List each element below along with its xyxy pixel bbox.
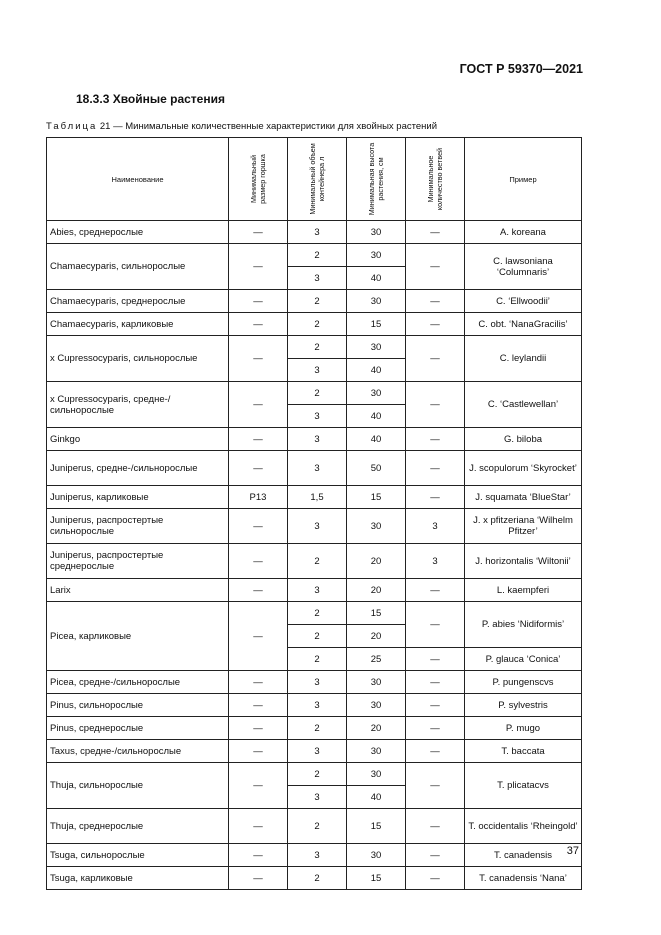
cell-example: P. sylvestris [465, 694, 582, 717]
cell-name: Chamaecyparis, сильнорослые [47, 244, 229, 290]
table-row [47, 290, 582, 313]
cell-volume: 2 [288, 648, 347, 671]
cell-height: 40 [347, 405, 406, 428]
table-row [47, 336, 582, 359]
cell-height: 30 [347, 763, 406, 786]
header-branches-text: Минимальное количество ветвей [426, 147, 444, 211]
cell-height: 40 [347, 267, 406, 290]
cell-name: Thuja, сильнорослые [47, 763, 229, 809]
cell-volume: 3 [288, 671, 347, 694]
cell-height: 30 [347, 740, 406, 763]
table-row [47, 451, 582, 486]
header-pot [229, 138, 288, 221]
table-row [47, 579, 582, 602]
table-row [47, 428, 582, 451]
cell-branches: — [406, 717, 465, 740]
cell-pot: — [229, 428, 288, 451]
table-row [47, 602, 582, 625]
table-row [47, 867, 582, 890]
cell-branches: — [406, 313, 465, 336]
page-number: 37 [566, 845, 579, 857]
cell-pot: — [229, 336, 288, 382]
cell-pot: — [229, 579, 288, 602]
cell-height: 15 [347, 486, 406, 509]
table-row [47, 809, 582, 844]
cell-branches: — [406, 671, 465, 694]
cell-height: 20 [347, 579, 406, 602]
table-row [47, 221, 582, 244]
cell-height: 40 [347, 428, 406, 451]
table-row [47, 763, 582, 786]
cell-pot: — [229, 544, 288, 579]
cell-name: Tsuga, карликовые [47, 867, 229, 890]
cell-volume: 3 [288, 359, 347, 382]
cell-height: 15 [347, 809, 406, 844]
cell-height: 30 [347, 336, 406, 359]
cell-branches: — [406, 602, 465, 648]
cell-example: P. pungenscvs [465, 671, 582, 694]
cell-branches: — [406, 486, 465, 509]
cell-volume: 2 [288, 313, 347, 336]
cell-name: Picea, карликовые [47, 602, 229, 671]
header-volume-text: Минимальный объем контейнера л [308, 143, 326, 215]
header-height-text: Минимальная высота растения, см [367, 142, 385, 216]
cell-example: C. obt. ‘NanaGracilis’ [465, 313, 582, 336]
table-body [47, 221, 582, 890]
cell-example: P. glauca ‘Conica’ [465, 648, 582, 671]
cell-example: G. biloba [465, 428, 582, 451]
cell-height: 40 [347, 786, 406, 809]
cell-name: Thuja, среднерослые [47, 809, 229, 844]
cell-example: P. mugo [465, 717, 582, 740]
cell-name: Juniperus, карликовые [47, 486, 229, 509]
cell-branches: — [406, 579, 465, 602]
cell-name: Juniperus, распростертые среднерослые [47, 544, 229, 579]
table-caption-text: 21 — Минимальные количественные характеристики для хвойных растений [99, 121, 438, 132]
cell-height: 20 [347, 717, 406, 740]
cell-pot: — [229, 290, 288, 313]
cell-volume: 2 [288, 717, 347, 740]
cell-volume: 3 [288, 509, 347, 544]
cell-example: J. horizontalis ‘Wiltonii’ [465, 544, 582, 579]
header-volume [288, 138, 347, 221]
cell-height: 40 [347, 359, 406, 382]
cell-volume: 2 [288, 382, 347, 405]
cell-volume: 3 [288, 267, 347, 290]
table-row [47, 544, 582, 579]
cell-branches: — [406, 694, 465, 717]
cell-volume: 2 [288, 336, 347, 359]
cell-pot: — [229, 844, 288, 867]
cell-height: 20 [347, 625, 406, 648]
section-title: 18.3.3 Хвойные растения [76, 92, 225, 106]
cell-pot: — [229, 221, 288, 244]
cell-volume: 2 [288, 809, 347, 844]
cell-branches: — [406, 867, 465, 890]
cell-volume: 2 [288, 763, 347, 786]
cell-pot: — [229, 509, 288, 544]
cell-pot: — [229, 809, 288, 844]
cell-name: Chamaecyparis, среднерослые [47, 290, 229, 313]
cell-branches: 3 [406, 544, 465, 579]
cell-name: Juniperus, средне-/сильнорослые [47, 451, 229, 486]
cell-pot: P13 [229, 486, 288, 509]
cell-pot: — [229, 763, 288, 809]
cell-example: T. plicatacvs [465, 763, 582, 809]
cell-branches: — [406, 763, 465, 809]
cell-example: T. canadensis ‘Nana’ [465, 867, 582, 890]
cell-volume: 3 [288, 844, 347, 867]
cell-pot: — [229, 671, 288, 694]
cell-example: J. squamata ‘BlueStar’ [465, 486, 582, 509]
cell-height: 30 [347, 694, 406, 717]
cell-height: 20 [347, 544, 406, 579]
cell-branches: — [406, 844, 465, 867]
cell-height: 15 [347, 867, 406, 890]
table-row [47, 717, 582, 740]
cell-height: 25 [347, 648, 406, 671]
table-row [47, 382, 582, 405]
cell-height: 15 [347, 313, 406, 336]
cell-name: Abies, среднерослые [47, 221, 229, 244]
table-row [47, 486, 582, 509]
cell-branches: — [406, 740, 465, 763]
cell-name: Juniperus, распростертые сильнорослые [47, 509, 229, 544]
cell-name: Pinus, среднерослые [47, 717, 229, 740]
cell-height: 30 [347, 221, 406, 244]
cell-volume: 2 [288, 602, 347, 625]
cell-volume: 3 [288, 786, 347, 809]
cell-name: Ginkgo [47, 428, 229, 451]
cell-height: 15 [347, 602, 406, 625]
cell-pot: — [229, 451, 288, 486]
cell-height: 30 [347, 290, 406, 313]
cell-example: L. kaempferi [465, 579, 582, 602]
header-branches [406, 138, 465, 221]
cell-example: C. lawsoniana ‘Columnaris’ [465, 244, 582, 290]
cell-example: C. leylandii [465, 336, 582, 382]
cell-example: C. ‘Castlewellan’ [465, 382, 582, 428]
cell-branches: — [406, 451, 465, 486]
table-header-row [47, 138, 582, 221]
cell-example: T. baccata [465, 740, 582, 763]
header-example: Пример [465, 138, 582, 221]
cell-height: 30 [347, 844, 406, 867]
cell-example: J. x pfitzeriana ‘Wilhelm Pfitzer’ [465, 509, 582, 544]
cell-branches: — [406, 648, 465, 671]
header-pot-text: Минимальный размер горшка [249, 154, 267, 204]
cell-height: 30 [347, 671, 406, 694]
cell-branches: — [406, 809, 465, 844]
cell-pot: — [229, 717, 288, 740]
cell-height: 30 [347, 509, 406, 544]
cell-name: Tsuga, сильнорослые [47, 844, 229, 867]
cell-volume: 2 [288, 544, 347, 579]
cell-name: Taxus, средне-/сильнорослые [47, 740, 229, 763]
cell-name: Chamaecyparis, карликовые [47, 313, 229, 336]
cell-branches: — [406, 244, 465, 290]
table-row [47, 509, 582, 544]
cell-example: A. koreana [465, 221, 582, 244]
cell-height: 30 [347, 382, 406, 405]
cell-volume: 2 [288, 290, 347, 313]
document-code: ГОСТ Р 59370—2021 [459, 62, 583, 76]
cell-volume: 3 [288, 579, 347, 602]
cell-pot: — [229, 382, 288, 428]
cell-volume: 2 [288, 625, 347, 648]
cell-height: 30 [347, 244, 406, 267]
table-row [47, 740, 582, 763]
cell-volume: 3 [288, 405, 347, 428]
table-row [47, 671, 582, 694]
cell-volume: 3 [288, 740, 347, 763]
cell-volume: 2 [288, 867, 347, 890]
cell-example: J. scopulorum ‘Skyrocket’ [465, 451, 582, 486]
cell-example: P. abies ‘Nidiformis’ [465, 602, 582, 648]
conifer-table [46, 137, 582, 890]
cell-name: Larix [47, 579, 229, 602]
cell-example: C. ‘Ellwoodii’ [465, 290, 582, 313]
cell-volume: 1,5 [288, 486, 347, 509]
table-row [47, 313, 582, 336]
header-name: Наименование [47, 138, 229, 221]
table-caption-label: Таблица [46, 121, 98, 132]
cell-branches: — [406, 221, 465, 244]
cell-branches: — [406, 428, 465, 451]
cell-branches: — [406, 382, 465, 428]
cell-branches: 3 [406, 509, 465, 544]
cell-example: T. canadensis [465, 844, 582, 867]
cell-volume: 2 [288, 244, 347, 267]
table-row [47, 844, 582, 867]
table-caption [46, 121, 437, 132]
cell-pot: — [229, 867, 288, 890]
cell-pot: — [229, 694, 288, 717]
table-row [47, 694, 582, 717]
cell-pot: — [229, 740, 288, 763]
cell-name: x Cupressocyparis, средне-/сильнорослые [47, 382, 229, 428]
cell-volume: 3 [288, 451, 347, 486]
cell-pot: — [229, 313, 288, 336]
cell-volume: 3 [288, 694, 347, 717]
cell-pot: — [229, 602, 288, 671]
cell-name: Pinus, сильнорослые [47, 694, 229, 717]
cell-branches: — [406, 290, 465, 313]
cell-pot: — [229, 244, 288, 290]
cell-height: 50 [347, 451, 406, 486]
cell-example: T. occidentalis ‘Rheingold’ [465, 809, 582, 844]
cell-volume: 3 [288, 428, 347, 451]
cell-name: x Cupressocyparis, сильнорослые [47, 336, 229, 382]
table-row [47, 244, 582, 267]
cell-name: Picea, средне-/сильнорослые [47, 671, 229, 694]
cell-volume: 3 [288, 221, 347, 244]
header-height [347, 138, 406, 221]
cell-branches: — [406, 336, 465, 382]
